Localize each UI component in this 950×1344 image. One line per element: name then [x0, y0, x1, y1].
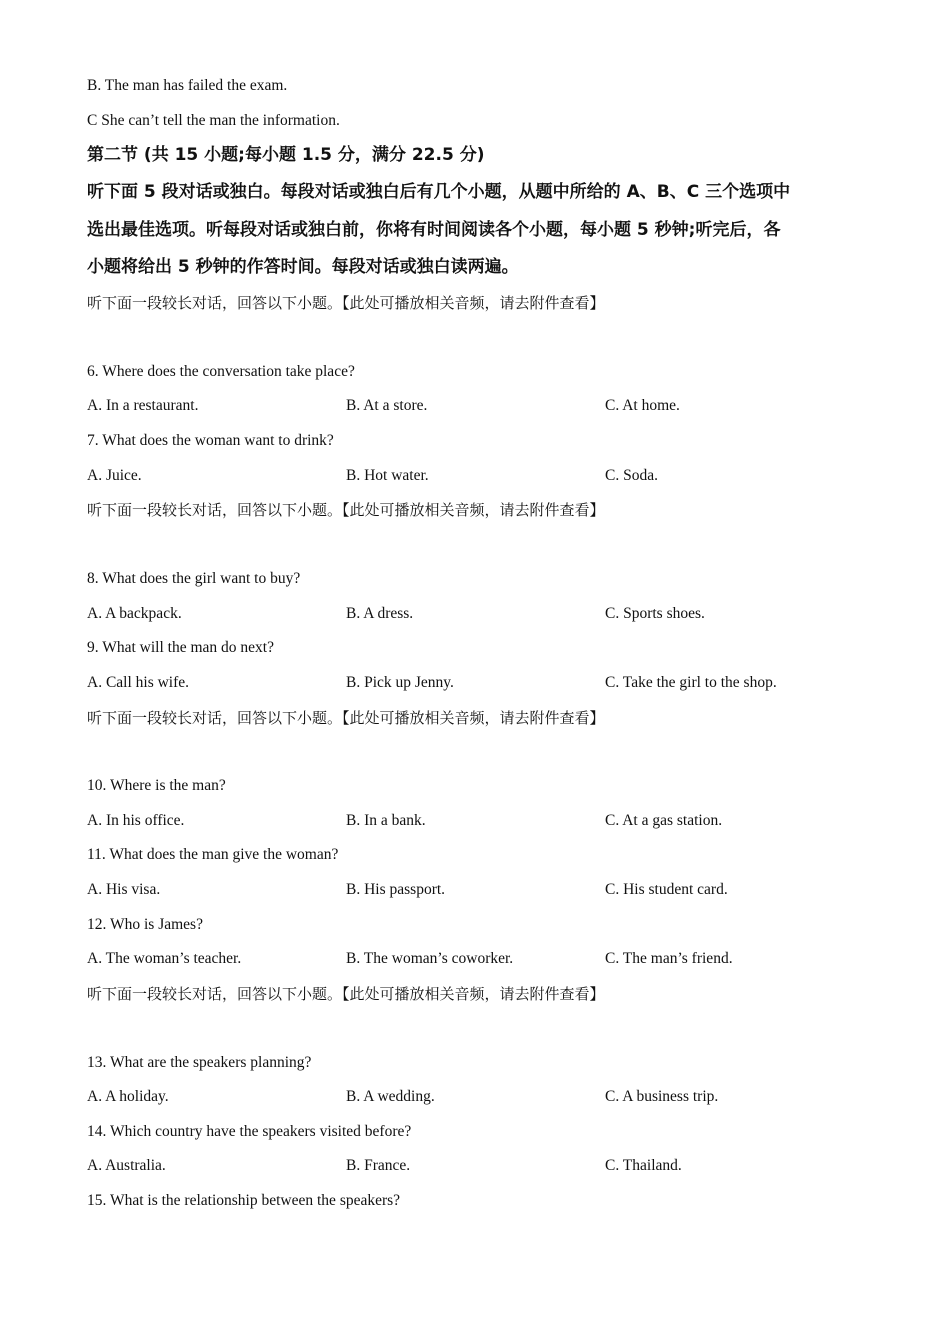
option-c: C. The man’s friend.: [605, 950, 733, 967]
option-b: B. France.: [346, 1157, 411, 1174]
option-c: C. Soda.: [605, 467, 658, 484]
question: 8. What does the girl want to buy?: [87, 570, 301, 587]
audio-note: 听下面一段较长对话，回答以下小题。【此处可播放相关音频，请去附件查看】: [87, 985, 605, 1003]
instruction-line: 小题将给出 5 秒钟的作答时间。每段对话或独白读两遍。: [87, 257, 519, 277]
option-c: C. A business trip.: [605, 1088, 719, 1105]
question: 15. What is the relationship between the speakers?: [87, 1192, 401, 1209]
audio-note: 听下面一段较长对话，回答以下小题。【此处可播放相关音频，请去附件查看】: [87, 501, 605, 519]
option-c: C. At a gas station.: [605, 812, 723, 829]
option-c: C. Sports shoes.: [605, 605, 705, 622]
question: 12. Who is James?: [87, 916, 203, 933]
option-b: B. Hot water.: [346, 467, 429, 484]
option-a: A. A backpack.: [87, 605, 182, 622]
prev-option-b: B. The man has failed the exam.: [87, 77, 288, 94]
option-c: C. At home.: [605, 397, 680, 414]
option-a: A. In a restaurant.: [87, 397, 199, 414]
question: 14. Which country have the speakers visited before?: [87, 1123, 412, 1140]
option-b: B. A wedding.: [346, 1088, 435, 1105]
question: 9. What will the man do next?: [87, 639, 274, 656]
option-b: B. In a bank.: [346, 812, 426, 829]
option-a: A. Juice.: [87, 467, 142, 484]
option-b: B. His passport.: [346, 881, 446, 898]
question: 7. What does the woman want to drink?: [87, 432, 334, 449]
section-heading: 第二节 (共 15 小题;每小题 1.5 分，满分 22.5 分): [87, 145, 485, 165]
option-b: B. At a store.: [346, 397, 428, 414]
option-b: B. Pick up Jenny.: [346, 674, 454, 691]
option-c: C. Take the girl to the shop.: [605, 674, 777, 691]
option-a: A. Call his wife.: [87, 674, 190, 691]
option-a: A. Australia.: [87, 1157, 166, 1174]
instruction-line: 选出最佳选项。听每段对话或独白前，你将有时间阅读各个小题，每小题 5 秒钟;听完后，各: [87, 220, 781, 240]
instruction-line: 听下面 5 段对话或独白。每段对话或独白后有几个小题，从题中所给的 A、B、C 三个选项中: [87, 182, 791, 202]
question: 13. What are the speakers planning?: [87, 1054, 312, 1071]
audio-note: 听下面一段较长对话，回答以下小题。【此处可播放相关音频，请去附件查看】: [87, 709, 605, 727]
question: 11. What does the man give the woman?: [87, 846, 339, 863]
question: 10. Where is the man?: [87, 777, 226, 794]
question: 6. Where does the conversation take place?: [87, 363, 355, 380]
option-a: A. In his office.: [87, 812, 185, 829]
option-c: C. His student card.: [605, 881, 728, 898]
option-a: A. The woman’s teacher.: [87, 950, 242, 967]
option-a: A. His visa.: [87, 881, 161, 898]
option-b: B. A dress.: [346, 605, 414, 622]
option-a: A. A holiday.: [87, 1088, 169, 1105]
option-c: C. Thailand.: [605, 1157, 682, 1174]
prev-option-c: C She can’t tell the man the information.: [87, 112, 340, 129]
audio-note: 听下面一段较长对话，回答以下小题。【此处可播放相关音频，请去附件查看】: [87, 294, 605, 312]
option-b: B. The woman’s coworker.: [346, 950, 514, 967]
